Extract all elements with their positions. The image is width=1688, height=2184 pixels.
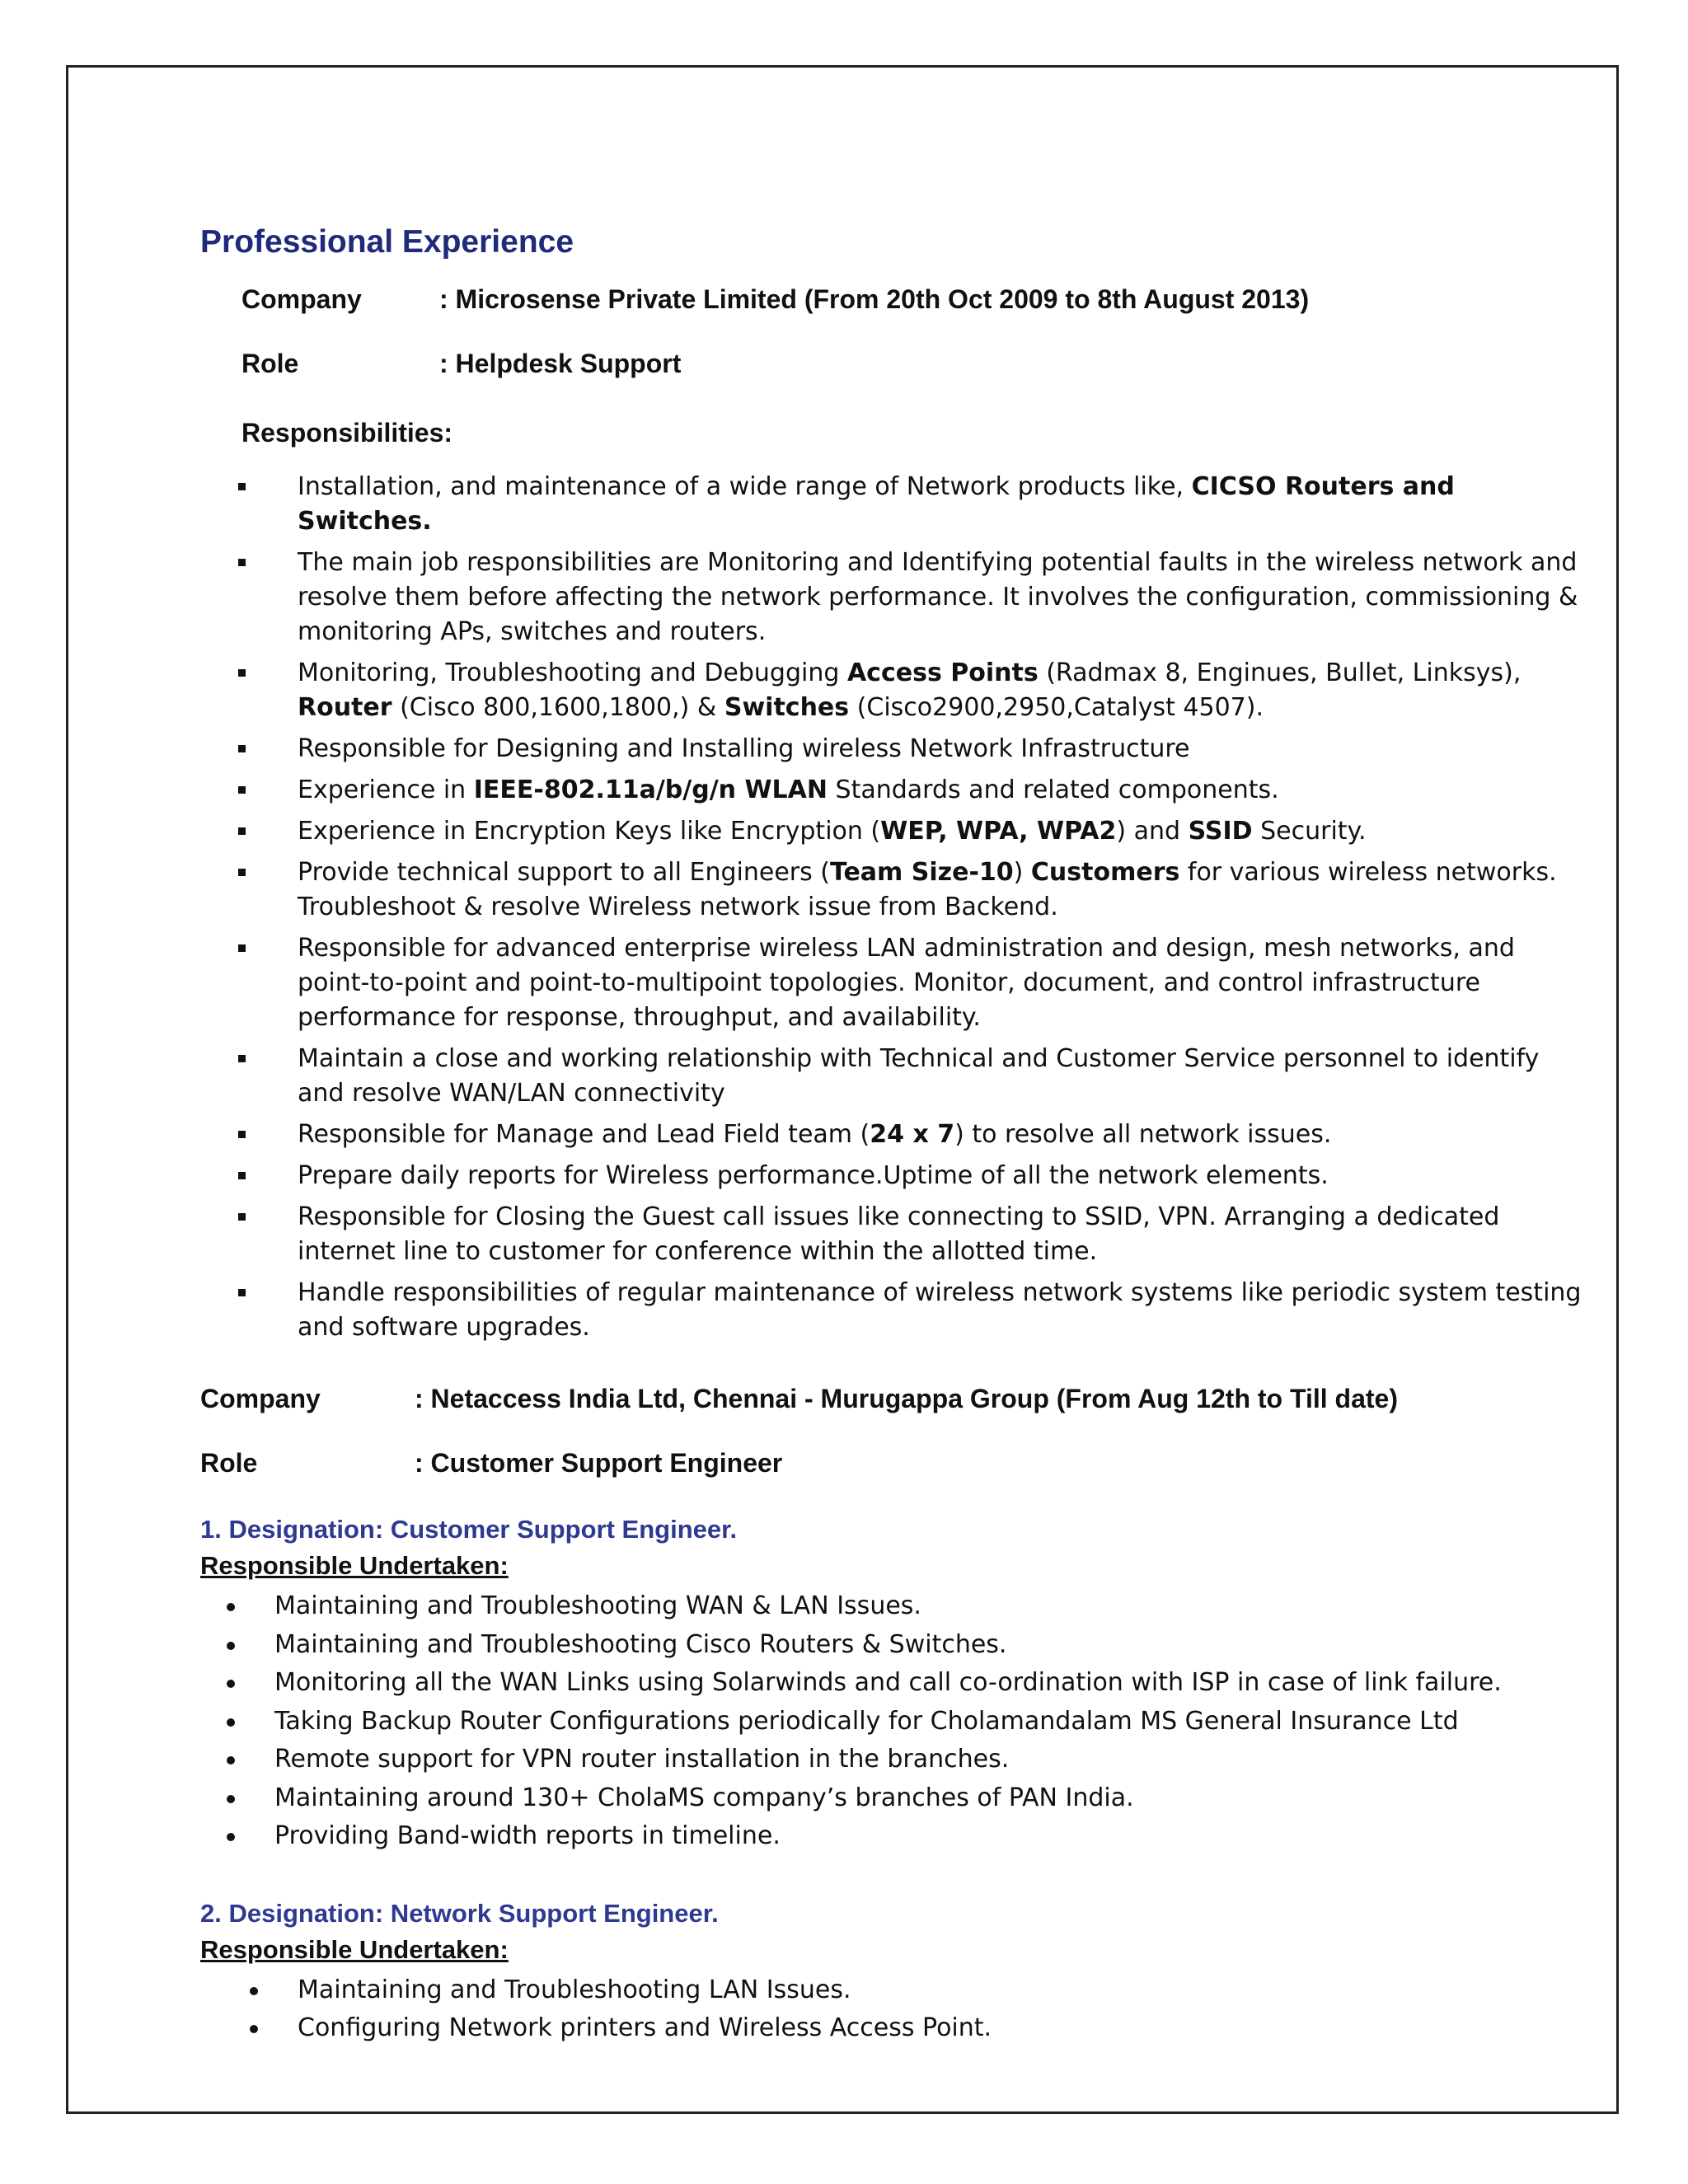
designation-2-list: [200, 1971, 1585, 2048]
designation-1-list: [200, 1587, 1585, 1856]
list-item: Responsible for Manage and Lead Field team (24 x 7) to resolve all network issues.: [200, 1118, 1585, 1152]
list-item: Monitoring all the WAN Links using Solarwinds and call co-ordination with ISP in case of link failure.: [200, 1664, 1585, 1703]
list-item: Configuring Network printers and Wireless Access Point.: [200, 2009, 1585, 2048]
list-item: Remote support for VPN router installation in the branches.: [200, 1741, 1585, 1779]
job1-role-row: [241, 331, 1585, 396]
job2-role-label: Role: [200, 1447, 258, 1478]
list-item: Taking Backup Router Configurations periodically for Cholamandalam MS General Insurance Ltd: [200, 1703, 1585, 1741]
job1-role-value: : Helpdesk Support: [439, 348, 682, 378]
job2-company-value: : Netaccess India Ltd, Chennai - Murugappa Group (From Aug 12th to Till date): [415, 1383, 1398, 1413]
list-item: Installation, and maintenance of a wide range of Network products like, CICSO Routers and Switches.: [200, 470, 1585, 539]
list-item: Responsible for advanced enterprise wireless LAN administration and design, mesh networks, and point-to-point and point-to-multipoint topologies. Monitor, document, and control infrastructure performance for response, throughput, and availability.: [200, 931, 1585, 1035]
list-item: The main job responsibilities are Monitoring and Identifying potential faults in the wireless network and resolve them before affecting the network performance. It involves the configuration, commissioning & monitoring APs, switches and routers.: [200, 546, 1585, 649]
list-item: Responsible for Designing and Installing wireless Network Infrastructure: [200, 732, 1585, 766]
job-1: [200, 267, 1585, 470]
undertaken-2-label: Responsible Undertaken:: [200, 1934, 509, 1964]
list-item: Maintaining around 130+ CholaMS company’s branches of PAN India.: [200, 1779, 1585, 1818]
list-item: Prepare daily reports for Wireless performance.Uptime of all the network elements.: [200, 1159, 1585, 1193]
list-item: Maintaining and Troubleshooting LAN Issues.: [200, 1971, 1585, 2010]
job2-role-value: : Customer Support Engineer: [415, 1447, 783, 1478]
list-item: Provide technical support to all Engineers (Team Size-10) Customers for various wireless networks. Troubleshoot & resolve Wireless network issue from Backend.: [200, 855, 1585, 925]
list-item: Monitoring, Troubleshooting and Debugging Access Points (Radmax 8, Enginues, Bullet, Linksys), Router (Cisco 800,1600,1800,) & Switches (Cisco2900,2950,Catalyst 4507).: [200, 656, 1585, 725]
list-item: Providing Band-width reports in timeline.: [200, 1817, 1585, 1856]
list-item: Experience in IEEE-802.11a/b/g/n WLAN Standards and related components.: [200, 773, 1585, 808]
job1-responsibilities-label: Responsibilities:: [241, 417, 453, 448]
list-item: Responsible for Closing the Guest call issues like connecting to SSID, VPN. Arranging a dedicated internet line to customer for conference within the allotted time.: [200, 1200, 1585, 1269]
job1-responsibility-list: [200, 470, 1585, 1345]
job1-role-label: Role: [241, 348, 299, 378]
designation-2: 2. Designation: Network Support Engineer.: [200, 1898, 719, 1928]
designation-1: 1. Designation: Customer Support Engineer.: [200, 1515, 738, 1544]
job1-company-row: [241, 267, 1585, 331]
undertaken-1-label: Responsible Undertaken:: [200, 1551, 509, 1580]
list-item: Maintain a close and working relationship with Technical and Customer Service personnel to identify and resolve WAN/LAN connectivity: [200, 1042, 1585, 1111]
list-item: Experience in Encryption Keys like Encryption (WEP, WPA, WPA2) and SSID Security.: [200, 814, 1585, 849]
job2-company-row: [200, 1366, 1585, 1431]
job1-company-label: Company: [241, 284, 362, 314]
job2-role-row: [200, 1431, 1585, 1495]
section-title: Professional Experience: [200, 224, 574, 260]
list-item: Maintaining and Troubleshooting Cisco Routers & Switches.: [200, 1626, 1585, 1665]
job2-company-label: Company: [200, 1383, 321, 1413]
list-item: Handle responsibilities of regular maintenance of wireless network systems like periodic system testing and software upgrades.: [200, 1276, 1585, 1345]
list-item: Maintaining and Troubleshooting WAN & LAN Issues.: [200, 1587, 1585, 1626]
resume-content: [200, 218, 1585, 2048]
job1-company-value: : Microsense Private Limited (From 20th Oct 2009 to 8th August 2013): [439, 284, 1310, 314]
job-2: [200, 1366, 1585, 2048]
